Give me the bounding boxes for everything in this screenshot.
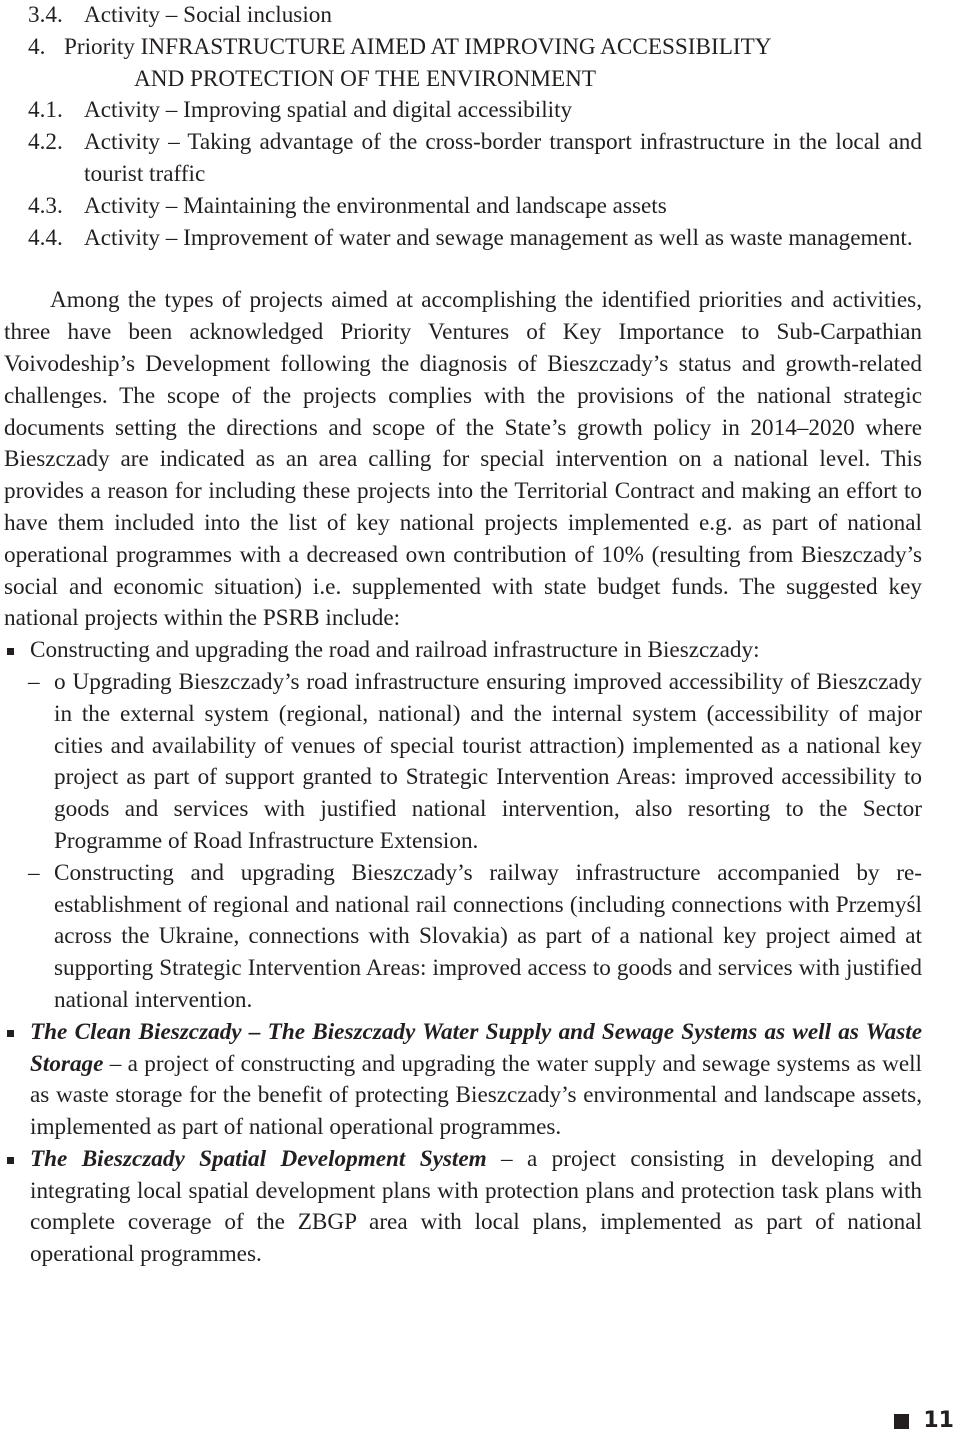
toc-text: Activity – Social inclusion	[84, 2, 332, 28]
toc-item	[4, 127, 922, 191]
sub-item-text: Constructing and upgrading Bieszczady’s railway infrastructure accompanied by re-establishment of regional and national rail connections (including connections with Przemyśl across the Ukraine, connections with Slovakia) as part of a national key project aimed at supporting Strategic Intervention Areas: improved access to goods and services with justified national intervention.	[54, 859, 922, 1013]
toc-text: Activity – Improving spatial and digital accessibility	[84, 97, 573, 124]
toc-text: Priority INFRASTRUCTURE AIMED AT IMPROVING ACCESSIBILITY	[64, 33, 772, 60]
sub-list	[30, 667, 922, 1017]
toc-text: Activity – Maintaining the environmental and landscape assets	[84, 192, 667, 219]
bullet-list	[4, 635, 922, 1271]
sub-item	[4, 858, 922, 1017]
bullet-item	[4, 635, 922, 1017]
toc-item	[4, 32, 922, 64]
toc-item-continued	[4, 64, 922, 96]
toc-item	[4, 0, 922, 32]
page-footer	[894, 1405, 954, 1437]
page-number: 11	[923, 1408, 954, 1434]
bullet-item	[4, 1017, 922, 1144]
bullet-text: – a project consisting in developing and integrating local spatial development plans with protection plans and protection task plans with complete coverage of the ZBGP area with local plans, implemented as part of national operational programmes.	[30, 1145, 922, 1268]
bullet-text: – a project of constructing and upgrading the water supply and sewage systems as well as waste storage for the benefit of protecting Bieszczady’s environmental and landscape assets, implemented as part of national operational programmes.	[30, 1050, 922, 1141]
toc-number: 4.4.	[28, 224, 63, 251]
dash-marker: –	[28, 859, 40, 886]
toc-text: Activity – Improvement of water and sewage management as well as waste management.	[84, 224, 913, 251]
toc-text: Activity – Taking advantage of the cross-border transport infrastructure in the local and tourist traffic	[84, 129, 922, 187]
toc-item	[4, 191, 922, 223]
toc-item	[4, 95, 922, 127]
toc-number: 4.	[28, 33, 46, 60]
toc-number: 4.3.	[28, 192, 63, 219]
project-title: The Bieszczady Spatial Development System	[30, 1145, 487, 1172]
toc-text: AND PROTECTION OF THE ENVIRONMENT	[134, 65, 597, 92]
toc-number: 4.1.	[28, 97, 63, 124]
square-bullet-icon	[7, 1157, 14, 1164]
bullet-item	[4, 1144, 922, 1271]
project-title: The Clean Bieszczady – The Bieszczady Water Supply and Sewage Systems as well as Waste Storage	[30, 1018, 922, 1077]
bullet-text: Constructing and upgrading the road and railroad infrastructure in Bieszczady:	[30, 637, 760, 664]
body-section	[4, 285, 922, 1271]
toc-number: 3.4.	[28, 2, 63, 28]
sub-item	[4, 667, 922, 858]
square-bullet-icon	[7, 1030, 14, 1037]
square-icon	[894, 1414, 909, 1429]
toc-list	[4, 0, 922, 254]
toc-item	[4, 223, 922, 255]
dash-marker: –	[28, 668, 40, 695]
body-paragraph: Among the types of projects aimed at accomplishing the identified priorities and activities, three have been acknowledged Priority Ventures of Key Importance to Sub-Carpathian Voivodeship’s Development following the diagnosis of Bieszczady’s status and growth-related challenges. The scope of the projects complies with the provisions of the national strategic documents setting the directions and scope of the State’s growth policy in 2014–2020 where Bieszczady are indicated as an area calling for special intervention on a national level. This provides a reason for including these projects into the Territorial Contract and making an effort to have them included into the list of key national projects implemented e.g. as part of national operational programmes with a decreased own contribution of 10% (resulting from Bieszczady’s social and economic situation) i.e. supplemented with state budget funds. The suggested key national projects within the PSRB include:	[4, 287, 922, 632]
toc-number: 4.2.	[28, 129, 63, 156]
sub-item-text: o Upgrading Bieszczady’s road infrastructure ensuring improved accessibility of Bieszczady in the external system (regional, national) and the internal system (accessibility of major cities and availability of venues of special tourist attraction) implemented as a national key project as part of support granted to Strategic Intervention Areas: improved accessibility to goods and services with justified national intervention, also resorting to the Sector Programme of Road Infrastructure Extension.	[54, 668, 922, 854]
square-bullet-icon	[7, 648, 14, 655]
